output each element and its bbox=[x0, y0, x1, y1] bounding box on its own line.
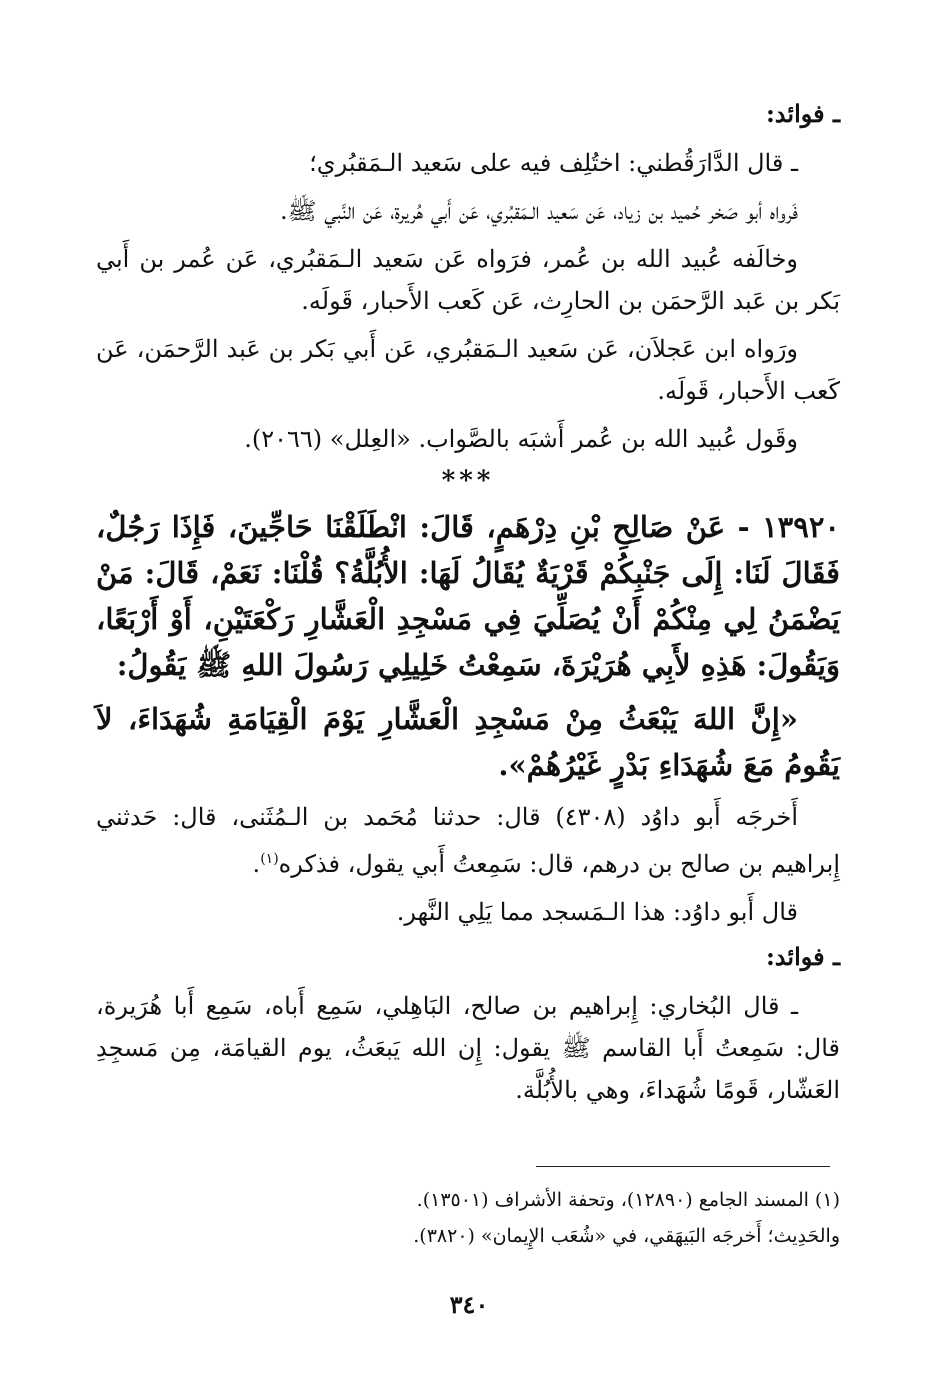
footnote-line-1: (١) المسند الجامع (١٢٨٩٠)، وتحفة الأشراف (١٣٥٠١). bbox=[416, 1189, 840, 1211]
takhrij-text: أَخرجَه أَبو داوُد (٤٣٠٨) قال: حدثنا مُحَمد بن الـمُثَنى، قال: حَدثني إِبراهيم بن صالح بن درهم، قال: سَمِعتُ أَبي يقول، فذكره bbox=[96, 803, 840, 878]
narration-paragraph-3: ورَواه ابن عَجلاَن، عَن سَعيد الـمَقبُري، عَن أَبي بَكر بن عَبد الرَّحمَن، عَن كَعب الأَحبار، قَولَه. bbox=[96, 335, 840, 405]
benefits-heading: ـ فوائد: bbox=[765, 99, 840, 128]
hadith-quote: «إِنَّ اللهَ يَبْعَثُ مِنْ مَسْجِدِ الْعَشَّارِ يَوْمَ الْقِيَامَةِ شُهَدَاءَ، لاَ يَقُومُ مَعَ شُهَدَاءِ بَدْرٍ غَيْرُهُمْ». bbox=[96, 702, 840, 782]
benefits-heading-2: ـ فوائد: bbox=[765, 942, 840, 971]
narration-paragraph-2: وخالَفه عُبيد الله بن عُمر، فرَواه عَن سَعيد الـمَقبُري، عَن عُمر بن أَبي بَكر بن عَبد الرَّحمَن بن الحارِث، عَن كَعب الأَحبار، قَولَه. bbox=[96, 245, 840, 315]
section-separator: *** bbox=[441, 466, 495, 496]
hadith-text: ١٣٩٢٠ - عَنْ صَالِحِ بْنِ دِرْهَمٍ، قَالَ: انْطَلَقْنَا حَاجِّينَ، فَإِذَا رَجُلٌ، فَقَالَ لَنَا: إِلَى جَنْبِكُمْ قَرْيَةٌ يُقَالُ لَهَا: الأُبُلَّةُ؟ قُلْنَا: نَعَمْ، قَالَ: مَنْ يَضْمَنُ لِي مِنْكُمْ أَنْ يُصَلِّيَ فِي مَسْجِدِ الْعَشَّارِ رَكْعَتَيْنِ، أَوْ أَرْبَعًا، وَيَقُولَ: هَذِهِ لأَبِي هُرَيْرَةَ، سَمِعْتُ خَلِيلِي رَسُولَ اللهِ ﷺ يَقُولُ: bbox=[96, 510, 840, 682]
daraqutni-paragraph: ـ قال الدَّارَقُطني: اختُلِف فيه على سَعيد الـمَقبُري؛ bbox=[309, 149, 798, 177]
takhrij-paragraph bbox=[96, 796, 840, 885]
footnote-separator bbox=[536, 1166, 830, 1167]
page-body bbox=[96, 96, 840, 1117]
footnote-ref: (١) bbox=[260, 851, 279, 867]
page-number: ٣٤٠ bbox=[449, 1290, 489, 1319]
takhrij-end: . bbox=[252, 850, 261, 878]
bukhari-paragraph: ـ قال البُخاري: إِبراهيم بن صالح، البَاهِلي، سَمِع أَباه، سَمِع أَبا هُرَيرة، قال: سَمِعتُ أَبا القاسم ﷺ يقول: إِن الله يَبعَثُ، يوم القيامَة، مِن مَسجِدِ العَشّار، قَومًا شُهَداءَ، وهي بالأُبُلَّة. bbox=[96, 992, 840, 1104]
footnotes bbox=[360, 1182, 840, 1254]
ilal-paragraph: وقَول عُبيد الله بن عُمر أَشبَه بالصَّواب. «العِلل» (٢٠٦٦). bbox=[244, 425, 798, 453]
abu-dawud-note: قال أَبو داوُد: هذا الـمَسجد مما يَلِي النَّهر. bbox=[396, 898, 798, 926]
footnote-line-2: والحَدِيث؛ أَخرجَه البَيهَقي، في «شُعَب الإِيمان» (٣٨٢٠). bbox=[413, 1225, 840, 1247]
narration-paragraph-1: فَرواه أبو صَخر حُميد بن زياد، عَن سَعيد الـمَقبُري، عَن أَبي هُريرة، عَن النَّبي ﷺ. bbox=[280, 197, 798, 225]
